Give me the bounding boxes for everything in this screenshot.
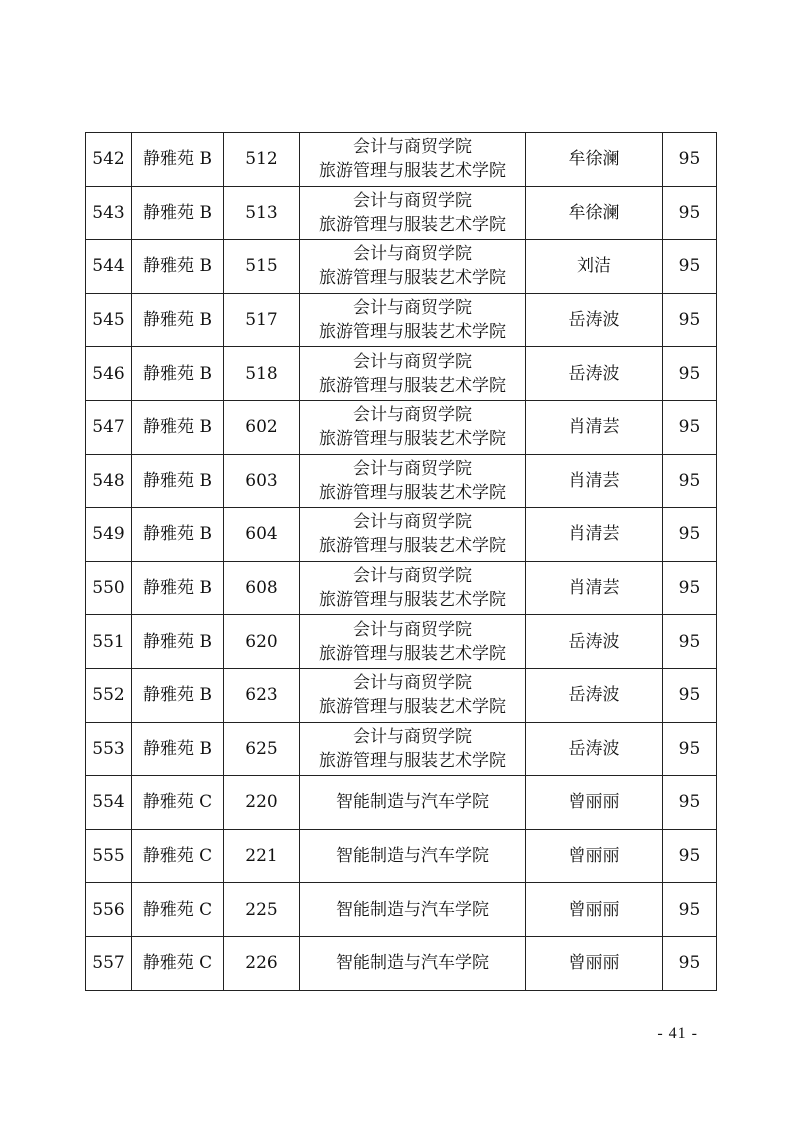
college-name: 旅游管理与服装艺术学院 xyxy=(319,161,506,182)
room-number-cell: 603 xyxy=(224,454,300,508)
building-cell: 静雅苑 C xyxy=(132,883,224,937)
college-cell xyxy=(300,454,526,508)
table-row xyxy=(86,776,717,830)
college-name: 旅游管理与服装艺术学院 xyxy=(319,590,506,611)
college-name: 旅游管理与服装艺术学院 xyxy=(319,750,506,771)
score-cell: 95 xyxy=(663,668,717,722)
college-name: 会计与商贸学院 xyxy=(353,190,472,211)
score-cell: 95 xyxy=(663,561,717,615)
room-number-cell: 620 xyxy=(224,615,300,669)
college-cell xyxy=(300,561,526,615)
person-in-charge-cell: 曾丽丽 xyxy=(526,829,663,883)
college-cell xyxy=(300,240,526,294)
college-cell xyxy=(300,293,526,347)
room-number-cell: 513 xyxy=(224,186,300,240)
college-name: 智能制造与汽车学院 xyxy=(336,899,489,920)
person-in-charge-cell: 岳涛波 xyxy=(526,347,663,401)
row-number-cell: 542 xyxy=(86,133,132,187)
building-cell: 静雅苑 B xyxy=(132,186,224,240)
building-cell: 静雅苑 B xyxy=(132,508,224,562)
college-name: 旅游管理与服装艺术学院 xyxy=(319,322,506,343)
college-cell xyxy=(300,400,526,454)
room-number-cell: 515 xyxy=(224,240,300,294)
row-number-cell: 557 xyxy=(86,936,132,990)
table-row xyxy=(86,133,717,187)
college-name: 会计与商贸学院 xyxy=(353,351,472,372)
building-cell: 静雅苑 C xyxy=(132,936,224,990)
table-row xyxy=(86,400,717,454)
room-number-cell: 220 xyxy=(224,776,300,830)
building-cell: 静雅苑 B xyxy=(132,668,224,722)
room-number-cell: 517 xyxy=(224,293,300,347)
score-cell: 95 xyxy=(663,883,717,937)
score-cell: 95 xyxy=(663,347,717,401)
table-row xyxy=(86,186,717,240)
college-name: 智能制造与汽车学院 xyxy=(336,953,489,974)
college-name: 会计与商贸学院 xyxy=(353,566,472,587)
college-name: 旅游管理与服装艺术学院 xyxy=(319,268,506,289)
college-name: 智能制造与汽车学院 xyxy=(336,846,489,867)
person-in-charge-cell: 肖清芸 xyxy=(526,561,663,615)
college-cell xyxy=(300,829,526,883)
person-in-charge-cell: 岳涛波 xyxy=(526,668,663,722)
row-number-cell: 551 xyxy=(86,615,132,669)
building-cell: 静雅苑 B xyxy=(132,293,224,347)
person-in-charge-cell: 岳涛波 xyxy=(526,293,663,347)
row-number-cell: 550 xyxy=(86,561,132,615)
building-cell: 静雅苑 B xyxy=(132,454,224,508)
person-in-charge-cell: 岳涛波 xyxy=(526,615,663,669)
score-cell: 95 xyxy=(663,722,717,776)
row-number-cell: 549 xyxy=(86,508,132,562)
person-in-charge-cell: 岳涛波 xyxy=(526,722,663,776)
table-row xyxy=(86,668,717,722)
room-number-cell: 602 xyxy=(224,400,300,454)
college-cell xyxy=(300,347,526,401)
college-name: 会计与商贸学院 xyxy=(353,458,472,479)
building-cell: 静雅苑 B xyxy=(132,615,224,669)
row-number-cell: 547 xyxy=(86,400,132,454)
row-number-cell: 553 xyxy=(86,722,132,776)
table-row xyxy=(86,454,717,508)
row-number-cell: 548 xyxy=(86,454,132,508)
row-number-cell: 545 xyxy=(86,293,132,347)
room-number-cell: 512 xyxy=(224,133,300,187)
college-cell xyxy=(300,186,526,240)
row-number-cell: 546 xyxy=(86,347,132,401)
row-number-cell: 544 xyxy=(86,240,132,294)
room-number-cell: 225 xyxy=(224,883,300,937)
college-name: 会计与商贸学院 xyxy=(353,512,472,533)
room-number-cell: 604 xyxy=(224,508,300,562)
college-name: 会计与商贸学院 xyxy=(353,673,472,694)
college-cell xyxy=(300,615,526,669)
score-cell: 95 xyxy=(663,508,717,562)
college-name: 旅游管理与服装艺术学院 xyxy=(319,643,506,664)
dormitory-score-table xyxy=(85,132,717,991)
college-name: 会计与商贸学院 xyxy=(353,244,472,265)
college-cell xyxy=(300,722,526,776)
room-number-cell: 608 xyxy=(224,561,300,615)
person-in-charge-cell: 肖清芸 xyxy=(526,400,663,454)
college-cell xyxy=(300,776,526,830)
person-in-charge-cell: 牟徐澜 xyxy=(526,133,663,187)
score-cell: 95 xyxy=(663,936,717,990)
score-cell: 95 xyxy=(663,293,717,347)
building-cell: 静雅苑 B xyxy=(132,133,224,187)
table-body xyxy=(86,133,717,991)
score-cell: 95 xyxy=(663,400,717,454)
college-cell xyxy=(300,133,526,187)
college-name: 旅游管理与服装艺术学院 xyxy=(319,482,506,503)
room-number-cell: 226 xyxy=(224,936,300,990)
college-name: 会计与商贸学院 xyxy=(353,405,472,426)
room-number-cell: 623 xyxy=(224,668,300,722)
building-cell: 静雅苑 B xyxy=(132,347,224,401)
table-row xyxy=(86,561,717,615)
row-number-cell: 556 xyxy=(86,883,132,937)
table-row xyxy=(86,829,717,883)
score-cell: 95 xyxy=(663,776,717,830)
person-in-charge-cell: 肖清芸 xyxy=(526,508,663,562)
college-name: 会计与商贸学院 xyxy=(353,726,472,747)
table-row xyxy=(86,615,717,669)
college-name: 旅游管理与服装艺术学院 xyxy=(319,697,506,718)
college-name: 旅游管理与服装艺术学院 xyxy=(319,375,506,396)
score-cell: 95 xyxy=(663,240,717,294)
college-cell xyxy=(300,883,526,937)
college-name: 智能制造与汽车学院 xyxy=(336,792,489,813)
college-cell xyxy=(300,668,526,722)
row-number-cell: 543 xyxy=(86,186,132,240)
score-cell: 95 xyxy=(663,615,717,669)
building-cell: 静雅苑 B xyxy=(132,240,224,294)
building-cell: 静雅苑 C xyxy=(132,776,224,830)
person-in-charge-cell: 牟徐澜 xyxy=(526,186,663,240)
table-row xyxy=(86,722,717,776)
room-number-cell: 625 xyxy=(224,722,300,776)
table-row xyxy=(86,293,717,347)
score-cell: 95 xyxy=(663,829,717,883)
college-name: 旅游管理与服装艺术学院 xyxy=(319,214,506,235)
table-row xyxy=(86,936,717,990)
row-number-cell: 552 xyxy=(86,668,132,722)
row-number-cell: 555 xyxy=(86,829,132,883)
person-in-charge-cell: 曾丽丽 xyxy=(526,936,663,990)
row-number-cell: 554 xyxy=(86,776,132,830)
college-name: 旅游管理与服装艺术学院 xyxy=(319,429,506,450)
score-cell: 95 xyxy=(663,454,717,508)
table-row xyxy=(86,240,717,294)
college-cell xyxy=(300,936,526,990)
score-cell: 95 xyxy=(663,133,717,187)
person-in-charge-cell: 刘洁 xyxy=(526,240,663,294)
college-name: 会计与商贸学院 xyxy=(353,298,472,319)
building-cell: 静雅苑 C xyxy=(132,829,224,883)
table-row xyxy=(86,883,717,937)
building-cell: 静雅苑 B xyxy=(132,400,224,454)
building-cell: 静雅苑 B xyxy=(132,722,224,776)
college-name: 会计与商贸学院 xyxy=(353,619,472,640)
college-name: 旅游管理与服装艺术学院 xyxy=(319,536,506,557)
table-row xyxy=(86,508,717,562)
college-cell xyxy=(300,508,526,562)
room-number-cell: 518 xyxy=(224,347,300,401)
building-cell: 静雅苑 B xyxy=(132,561,224,615)
person-in-charge-cell: 曾丽丽 xyxy=(526,776,663,830)
score-cell: 95 xyxy=(663,186,717,240)
person-in-charge-cell: 曾丽丽 xyxy=(526,883,663,937)
college-name: 会计与商贸学院 xyxy=(353,137,472,158)
table-row xyxy=(86,347,717,401)
person-in-charge-cell: 肖清芸 xyxy=(526,454,663,508)
room-number-cell: 221 xyxy=(224,829,300,883)
page-number: - 41 - xyxy=(657,1025,698,1042)
